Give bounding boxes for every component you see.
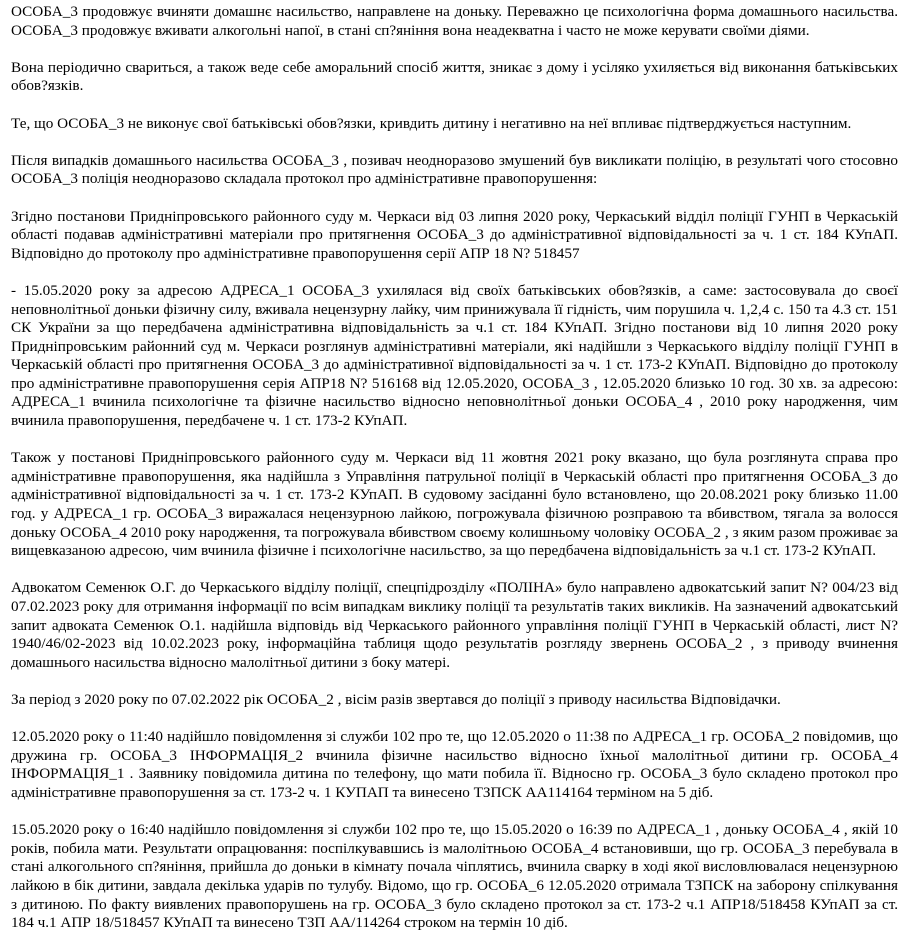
paragraph-8: Адвокатом Семенюк О.Г. до Черкаського відділу поліції, спецпідрозділу «ПОЛІНА» було направлено адвокатський запит N? 004/23 від 07.02.2023 року для отримання інформації по всім випадкам виклику поліції та результатів таких викликів. На зазначений адвокатський запит адвоката Семенюк О.1. надійшла відповідь від Черкаського районного управління поліції ГУНП в Черкаській області, лист N? 1940/46/02-2023 від 10.02.2023 року, інформаційна таблиця щодо результатів розгляду звернень ОСОБА_2 , з приводу вчинення домашнього насильства відносно малолітньої дитини з боку матері. bbox=[11, 579, 898, 671]
paragraph-11: 15.05.2020 року о 16:40 надійшло повідомлення зі служби 102 про те, що 15.05.2020 о 16:39 по АДРЕСА_1 , доньку ОСОБА_4 , якій 10 років, побила мати. Результати опрацювання: поспілкувавшись із малолітньою ОСОБА_4 встановивши, що гр. ОСОБА_3 перебувала в стані алкогольного сп?яніння, прийшла до доньки в кімнату почала чіплятись, вчинила сварку в ході якої висловлювалася нецензурною лайкою в бік дитини, завдала декілька ударів по тулубу. Відомо, що гр. ОСОБА_6 12.05.2020 отримала ТЗПСК на заборону спілкування з дитиною. По факту виявлених правопорушень на гр. ОСОБА_3 було складено протокол за ст. 173-2 ч.1 АПР18/518458 КУпАП за ст. 184 ч.1 АПР 18/518457 КУпАП та винесено ТЗП АА/114264 строком на термін 10 діб. bbox=[11, 821, 898, 932]
paragraph-1: ОСОБА_3 продовжує вчиняти домашнє насильство, направлене на доньку. Переважно це психологічна форма домашнього насильства. ОСОБА_3 продовжує вживати алкогольні напої, в стані сп?яніння вона неадекватна і часто не може керувати своїми діями. bbox=[11, 3, 898, 39]
paragraph-10: 12.05.2020 року о 11:40 надійшло повідомлення зі служби 102 про те, що 12.05.2020 о 11:38 по АДРЕСА_1 гр. ОСОБА_2 повідомив, що дружина гр. ОСОБА_3 ІНФОРМАЦІЯ_2 вчинила фізичне насильство відносно їхньої малолітньої дитини гр. ОСОБА_4 ІНФОРМАЦІЯ_1 . Заявнику повідомила дитина по телефону, що мати побила її. Відносно гр. ОСОБА_3 було складено протокол про адміністративне правопорушення за ст. 173-2 ч. 1 КУПАП та винесено ТЗПСК АА114164 терміном на 5 діб. bbox=[11, 728, 898, 801]
paragraph-5: Згідно постанови Придніпровського районного суду м. Черкаси від 03 липня 2020 року, Черкаський відділ поліції ГУНП в Черкаській області подавав адміністративні матеріали про притягнення ОСОБА_3 до адміністративної відповідальності за ч. 1 ст. 184 КУпАП. Відповідно до протоколу про адміністративне правопорушення серії АПР 18 N? 518457 bbox=[11, 207, 898, 262]
paragraph-7: Також у постанові Придніпровського районного суду м. Черкаси від 11 жовтня 2021 року вказано, що була розглянута справа про адміністративне правопорушення, яка надійшла з Управління патрульної поліції в Черкаській області про притягнення ОСОБА_3 до адміністративної відповідальності за ч. 1 ст. 173-2 КУпАП. В судовому засіданні було встановлено, що 20.08.2021 року близько 11.00 год. у АДРЕСА_1 гр. ОСОБА_3 виражалася нецензурною лайкою, погрожувала фізичною розправою та вбивством, тягала за волосся доньку ОСОБА_4 2010 року народження, та погрожувала вбивством своєму колишньому чоловіку ОСОБА_2 , з яким разом проживає за вищевказаною адресою, чим вчинила фізичне і психологічне насильство, за що передбачена відповідальність за ч.1 ст. 173-2 КУпАП. bbox=[11, 449, 898, 560]
paragraph-4: Після випадків домашнього насильства ОСОБА_3 , позивач неодноразово змушений був викликати поліцію, в результаті чого стосовно ОСОБА_3 поліція неодноразово складала протокол про адміністративне правопорушення: bbox=[11, 151, 898, 188]
paragraph-3: Те, що ОСОБА_3 не виконує свої батьківські обов?язки, кривдить дитину і негативно на неї впливає підтверджується наступним. bbox=[11, 114, 852, 132]
paragraph-6: - 15.05.2020 року за адресою АДРЕСА_1 ОСОБА_3 ухилялася від своїх батьківських обов?язків, а саме: застосовувала до своєї неповнолітньої доньки фізичну силу, вживала нецензурну лайку, чим принижувала її гідність, чим порушила ч. 1,2,4 с. 150 та 4.3 ст. 151 СК України за що передбачена адміністративна відповідальність за ч.1 ст. 184 КУпАП. Згідно постанови від 10 липня 2020 року Придніпровським районний суд м. Черкаси розглянув адміністративні матеріали, які надійшли з Черкаського відділу поліції ГУНП в Черкаській області про притягнення ОСОБА_3 до адміністративної відповідальності за ч. 1 ст. 173-2 КУпАП. Відповідно до протоколу про адміністративне правопорушення серія АПР18 N? 516168 від 12.05.2020, ОСОБА_3 , 12.05.2020 близько 10 год. 30 хв. за адресою: АДРЕСА_1 вчинила психологічне та фізичне насильство відносно неповнолітньої доньки ОСОБА_4 , 2010 року народження, чим вчинила правопорушення, передбачене ч. 1 ст. 173-2 КУпАП. bbox=[11, 281, 898, 430]
paragraph-9: За період з 2020 року по 07.02.2022 рік ОСОБА_2 , вісім разів звертався до поліції з приводу насильства Відповідачки. bbox=[11, 690, 781, 708]
document-body bbox=[11, 3, 898, 951]
paragraph-2: Вона періодично свариться, а також веде себе аморальний спосіб життя, зникає з дому і усіляко ухиляється від виконання батьківських обов?язків. bbox=[11, 58, 898, 95]
